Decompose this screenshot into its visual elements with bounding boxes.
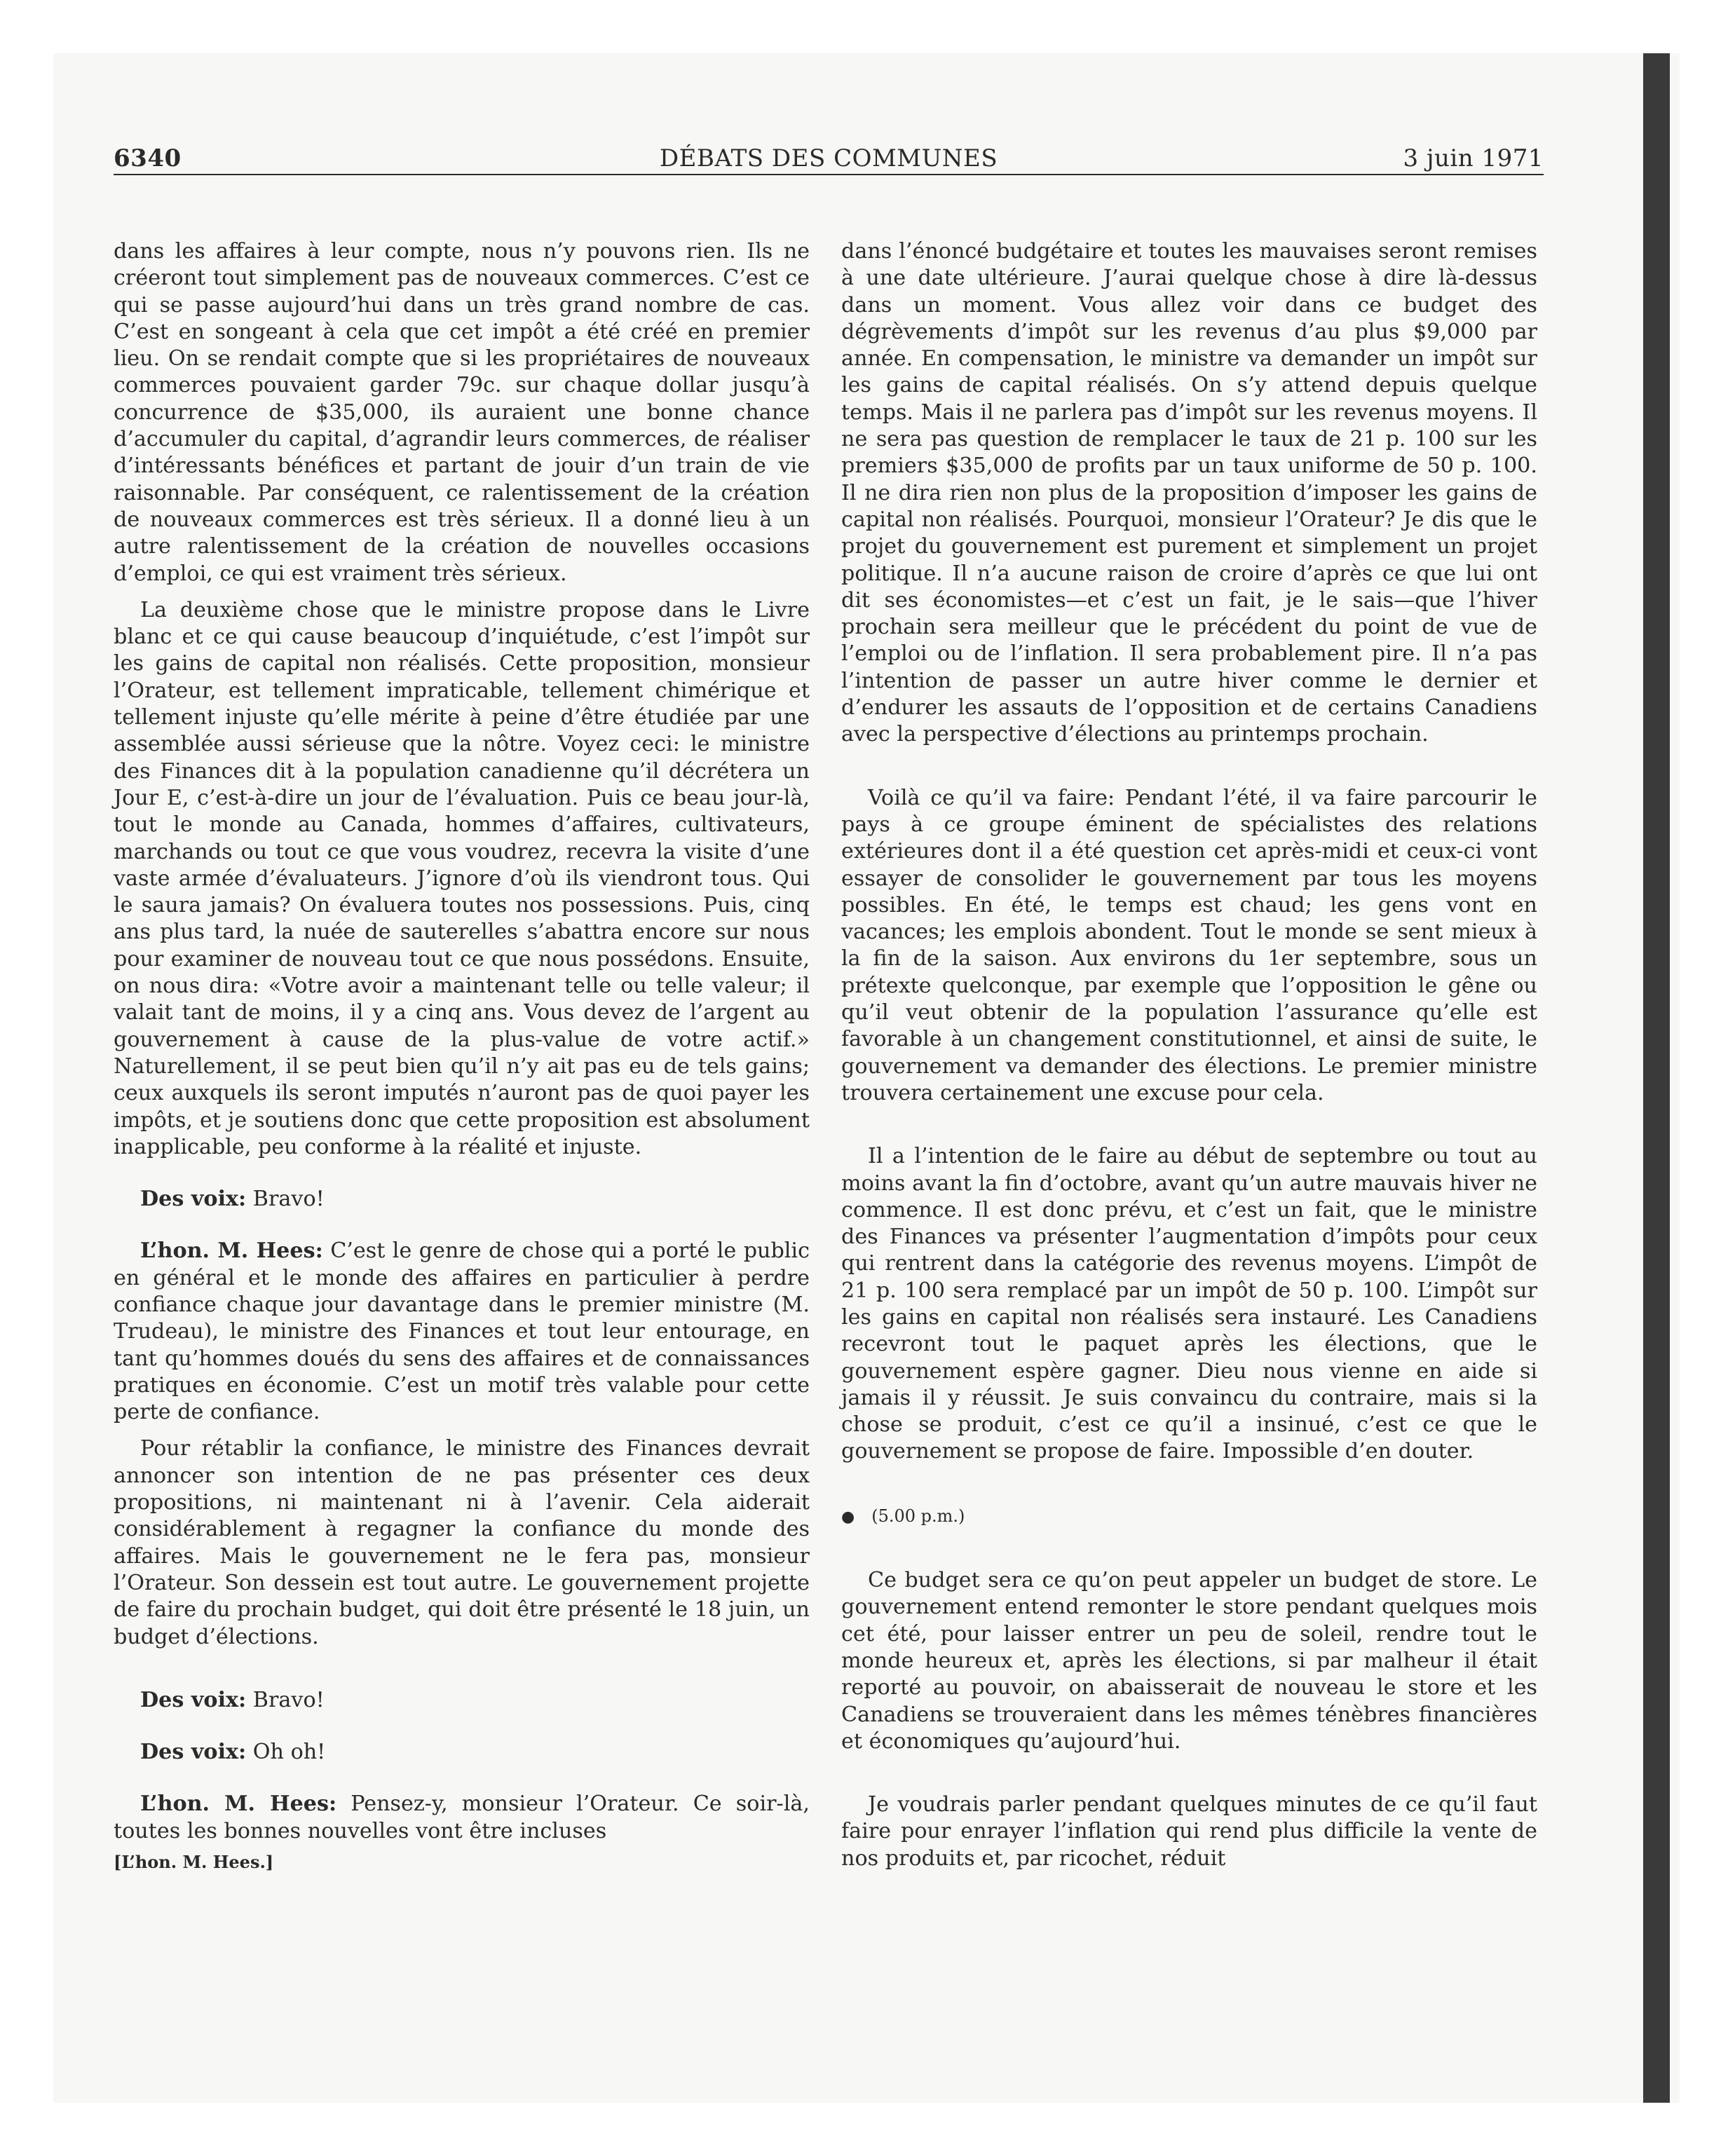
paragraph: Pour rétablir la confiance, le ministre des Finances devrait annoncer son intention de ne pas présenter ces deux propositions, ni maintenant ni à l’avenir. Cela aiderait considérablement à regagner la confiance du monde des affaires. Mais le gouvernement ne le fera pas, monsieur l’Orateur. Son dessein est tout autre. Le gouvernement projette de faire du prochain budget, qui doit être présenté le 18 juin, un budget d’élections. <box>114 1436 810 1649</box>
bullet-icon: ● <box>841 1508 855 1526</box>
paragraph: dans les affaires à leur compte, nous n’y pouvons rien. Ils ne créeront tout simplement pas de nouveaux commerces. C’est ce qui se passe aujourd’hui dans un très grand nombre de cas. C’est en songeant à cela que cet impôt a été créé en premier lieu. On se rendait compte que si les propriétaires de nouveaux commerces pouvaient garder 79c. sur chaque dollar jusqu’à concurrence de $35,000, ils auraient une bonne chance d’accumuler du capital, d’agrandir leurs commerces, de réaliser d’intéressants bénéfices et partant de jouir d’un train de vie raisonnable. Par conséquent, ce ralentissement de la création de nouveaux commerces est très sérieux. Il a donné lieu à un autre ralentissement de la création de nouvelles occasions d’emploi, ce qui est vraiment très sérieux. <box>114 239 810 586</box>
speech-text: Bravo! <box>246 1187 325 1212</box>
interjection <box>114 1186 810 1213</box>
interjection <box>114 1687 810 1714</box>
speaker-name: Des voix: <box>140 1187 247 1212</box>
speech-paragraph <box>114 1791 810 1845</box>
page-header <box>114 144 1544 177</box>
speech-text: Pensez-y, monsieur l’Orateur. Ce soir-là, toutes les bonnes nouvelles vont être incluses <box>114 1792 810 1843</box>
speech-paragraph <box>114 1238 810 1426</box>
timestamp: (5.00 p.m.) <box>871 1506 965 1526</box>
left-column <box>114 238 810 1876</box>
speaker-name: Des voix: <box>140 1687 247 1712</box>
header-rule <box>114 174 1544 175</box>
paragraph: Je voudrais parler pendant quelques minutes de ce qu’il faut faire pour enrayer l’inflation qui rend plus difficile la vente de nos produits et, par ricochet, réduit <box>841 1792 1537 1871</box>
speech-text: Oh oh! <box>246 1740 326 1765</box>
speaker-name: L’hon. M. Hees: <box>140 1792 337 1817</box>
speaker-footer-tag: [L’hon. M. Hees.] <box>114 1852 274 1873</box>
scan-edge-bar <box>1643 53 1670 2103</box>
paragraph: La deuxième chose que le ministre propose dans le Livre blanc et ce qui cause beaucoup d’inquiétude, c’est l’impôt sur les gains de capital non réalisés. Cette proposition, monsieur l’Orateur, est tellement impraticable, tellement chimérique et tellement injuste qu’elle mérite à peine d’être étudiée par une assemblée aussi sérieuse que la nôtre. Voyez ceci: le ministre des Finances dit à la population canadienne qu’il décrétera un Jour E, c’est-à-dire un jour de l’évaluation. Puis ce beau jour-là, tout le monde au Canada, hommes d’affaires, cultivateurs, marchands ou tout ce que vous voudrez, recevra la visite d’une vaste armée d’évaluateurs. J’ignore d’où ils viendront tous. Qui le saura jamais? On évaluera toutes nos possessions. Puis, cinq ans plus tard, la nuée de sauterelles s’abattra encore sur nous pour examiner de nouveau tout ce que nous possédons. Ensuite, on nous dira: «Votre avoir a maintenant telle ou telle valeur; il valait tant de moins, il y a cinq ans. Vous devez de l’argent au gouvernement à cause de la plus-value de votre actif.» Naturellement, il se peut bien qu’il n’y ait pas eu de tels gains; ceux auxquels ils seront imputés n’auront pas de quoi payer les impôts, et je soutiens donc que cette proposition est absolument inapplicable, peu conforme à la réalité et injuste. <box>114 597 810 1159</box>
time-marker <box>841 1502 1537 1531</box>
paragraph: Voilà ce qu’il va faire: Pendant l’été, il va faire parcourir le pays à ce groupe éminent de spécialistes des relations extérieures dont il a été question cet après-midi et ceux-ci vont essayer de consolider le gouvernement par tous les moyens possibles. En été, le temps est chaud; les gens vont en vacances; les emplois abondent. Tout le monde se sent mieux à la fin de la saison. Aux environs du 1er septembre, sous un prétexte quelconque, par exemple que l’opposition le gêne ou qu’il veut obtenir de la population l’assurance qu’elle est favorable à un changement constitutionnel, et ainsi de suite, le gouvernement va demander des élections. Le premier ministre trouvera certainement une excuse pour cela. <box>841 785 1537 1105</box>
page-date: 3 juin 1971 <box>1403 144 1544 172</box>
paragraph: Ce budget sera ce qu’on peut appeler un budget de store. Le gouvernement entend remonter le store pendant quelques mois cet été, pour laisser entrer un peu de soleil, rendre tout le monde heureux et, après les élections, si par malheur il était reporté au pouvoir, on abaisserait de nouveau le store et les Canadiens se trouveraient dans les mêmes ténèbres financières et économiques qu’aujourd’hui. <box>841 1568 1537 1754</box>
speaker-name: L’hon. M. Hees: <box>140 1239 323 1264</box>
speech-text: Bravo! <box>246 1687 325 1712</box>
right-column <box>841 238 1537 1872</box>
speaker-name: Des voix: <box>140 1740 247 1765</box>
paragraph: Il a l’intention de le faire au début de septembre ou tout au moins avant la fin d’octobre, avant qu’un autre mauvais hiver ne commence. Il est donc prévu, et c’est un fait, que le ministre des Finances va présenter l’augmentation d’impôts pour ceux qui rentrent dans la catégorie des revenus moyens. L’impôt de 21 p. 100 sera remplacé par un impôt de 50 p. 100. L’impôt sur les gains en capital non réalisés sera instauré. Les Canadiens recevront tout le paquet après les élections, que le gouvernement espère gagner. Dieu nous vienne en aide si jamais il y réussit. Je suis convaincu du contraire, mais si la chose se produit, c’est ce qu’il a insinué, c’est ce que le gouvernement se propose de faire. Impossible d’en douter. <box>841 1144 1537 1464</box>
paragraph: dans l’énoncé budgétaire et toutes les mauvaises seront remises à une date ultérieure. J’aurai quelque chose à dire là-dessus dans un moment. Vous allez voir dans ce budget des dégrèvements d’impôt sur les revenus d’au plus $9,000 par année. En compensation, le ministre va demander un impôt sur les gains de capital réalisés. On s’y attend depuis quelque temps. Mais il ne parlera pas d’impôt sur les revenus moyens. Il ne sera pas question de remplacer le taux de 21 p. 100 sur les premiers $35,000 de profits par un taux uniforme de 50 p. 100. Il ne dira rien non plus de la proposition d’imposer les gains de capital non réalisés. Pourquoi, monsieur l’Orateur? Je dis que le projet du gouvernement est purement et simplement un projet politique. Il n’a aucune raison de croire d’après ce que lui ont dit ses économistes—et c’est un fait, je le sais—que l’hiver prochain sera meilleur que le précédent du point de vue de l’emploi ou de l’inflation. Il sera probablement pire. Il n’a pas l’intention de passer un autre hiver comme le dernier et d’endurer les assauts de l’opposition et de certains Canadiens avec la perspective d’élections au printemps prochain. <box>841 239 1537 747</box>
page-number: 6340 <box>114 144 182 172</box>
page-title: DÉBATS DES COMMUNES <box>659 144 998 172</box>
speech-text: C’est le genre de chose qui a porté le public en général et le monde des affaires en particulier à perdre confiance chaque jour davantage dans le premier ministre (M. Trudeau), le ministre des Finances et tout leur entourage, en tant qu’hommes doués du sens des affaires et de connaissances pratiques en économie. C’est un motif très valable pour cette perte de confiance. <box>114 1239 810 1425</box>
interjection <box>114 1739 810 1766</box>
